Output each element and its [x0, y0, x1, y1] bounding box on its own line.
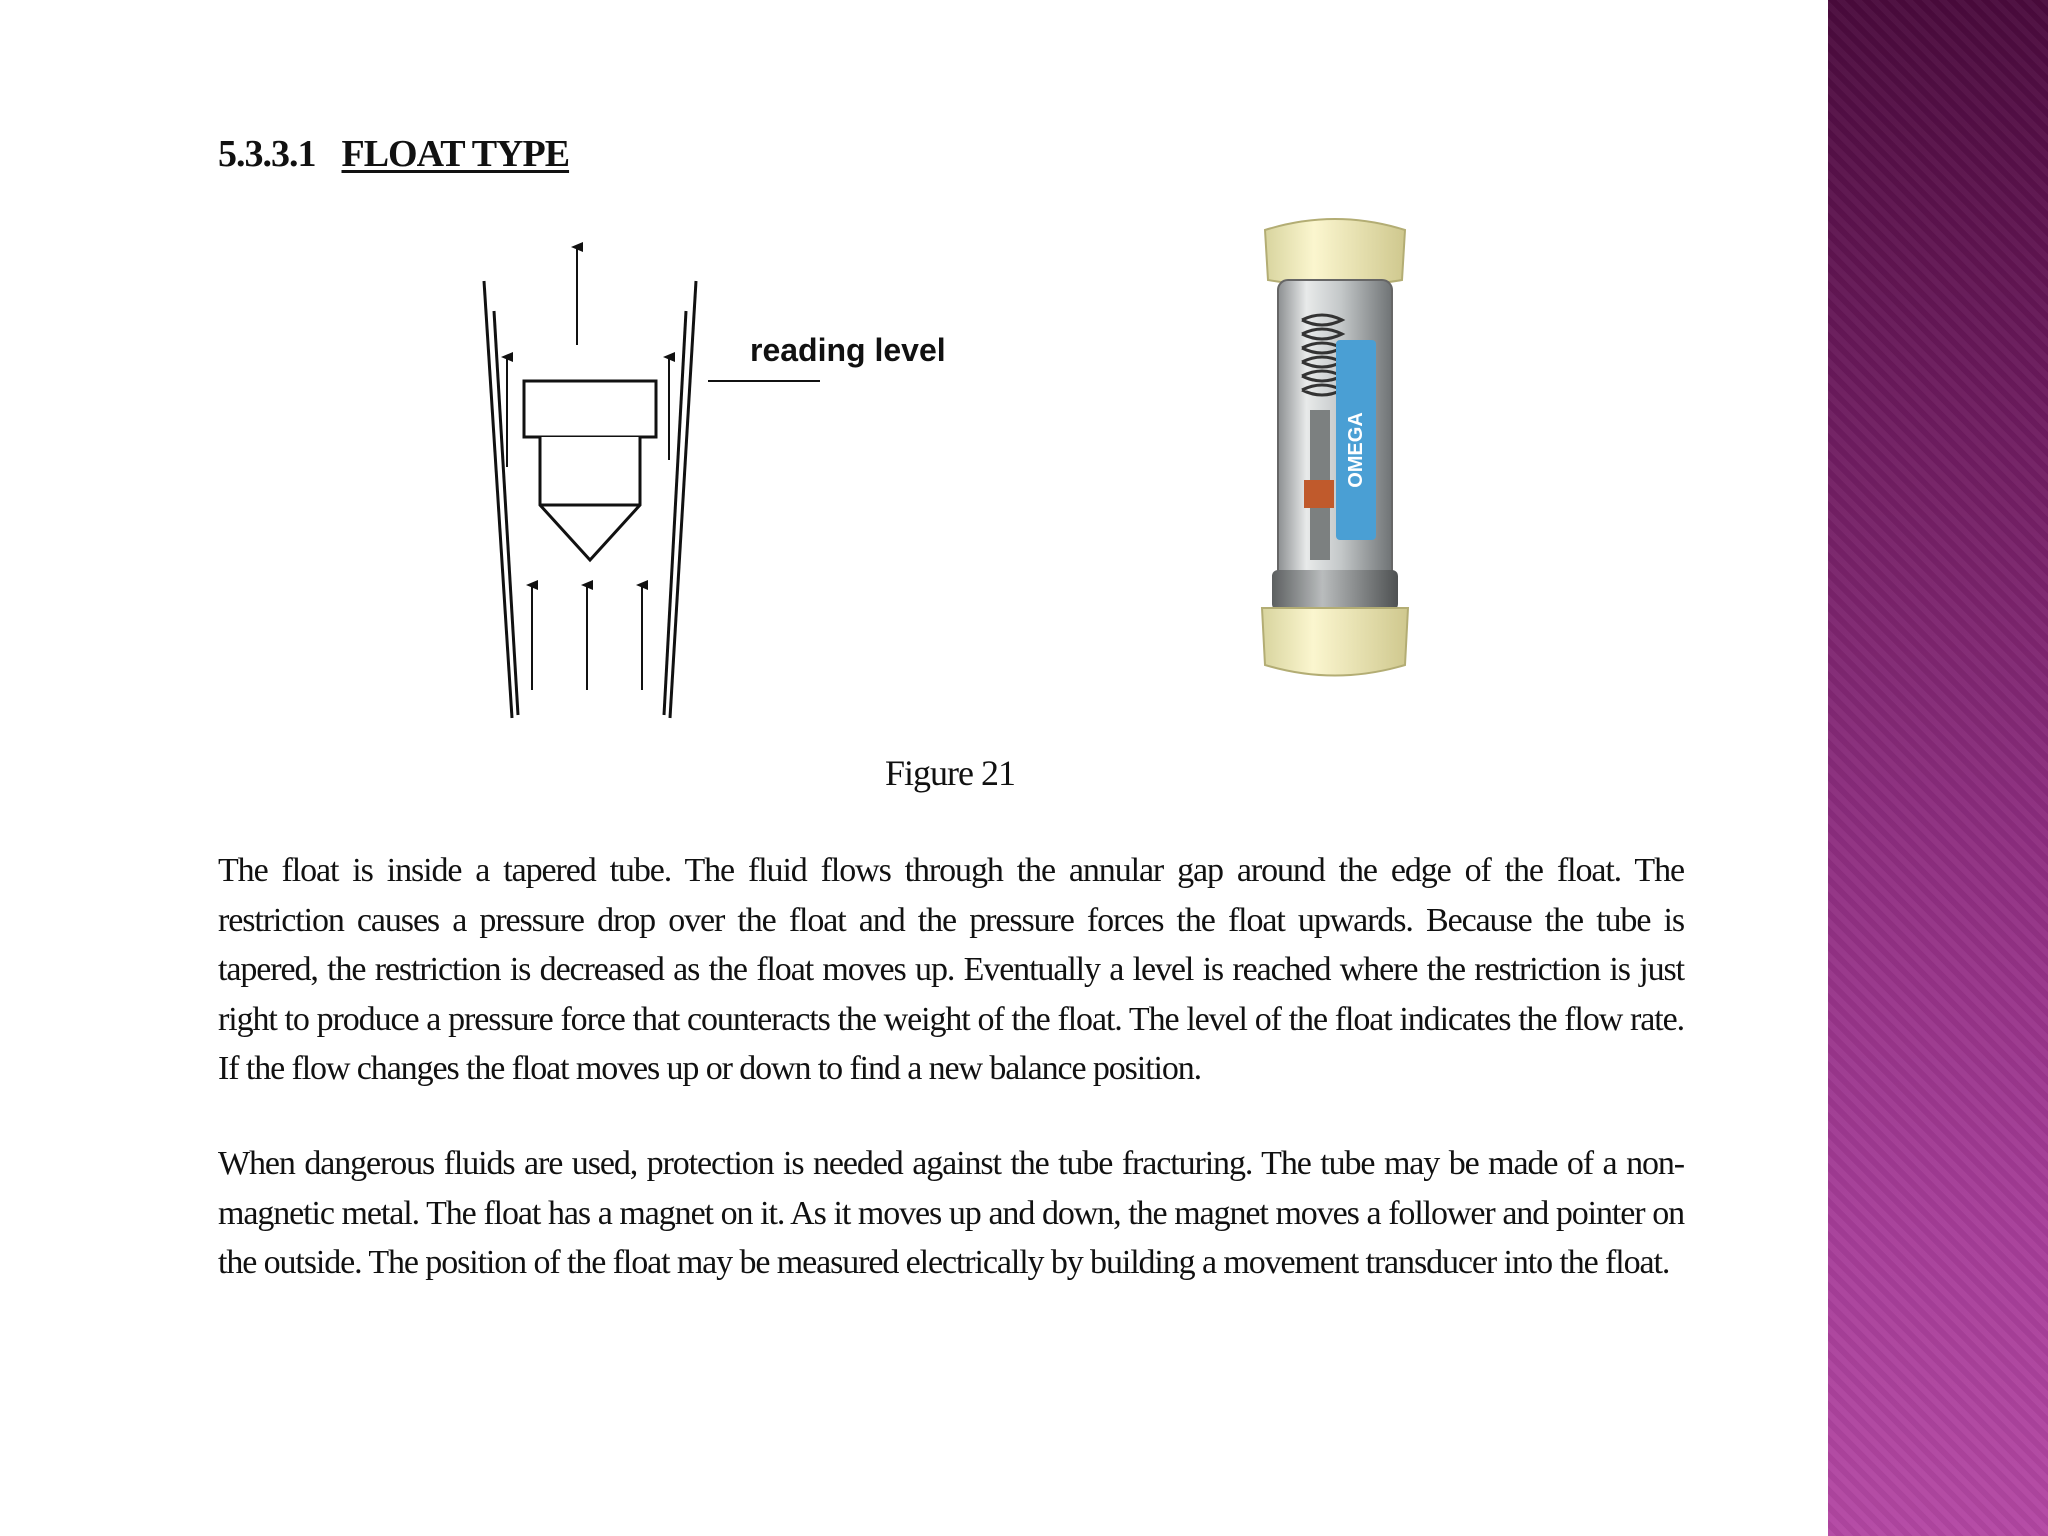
figure-caption: Figure 21	[885, 753, 1015, 793]
flowmeter-photo	[1240, 210, 1430, 690]
body-paragraph-1: The float is inside a tapered tube. The fluid flows through the annular gap around the edge of the float. The restriction causes a pressure drop over the float and the pressure forces the float upwards. Because the tube is tapered, the restriction is decreased as the float moves up. Eventually a level is reached where the restriction is just right to produce a pressure force that counteracts the weight of the float. The level of the float indicates the flow rate. If the flow changes the float moves up or down to find a new balance position.	[218, 852, 1684, 1087]
float-piece	[1304, 480, 1334, 508]
section-heading	[218, 132, 569, 176]
float-diagram	[460, 235, 980, 725]
section-title: FLOAT TYPE	[341, 133, 570, 175]
float-top	[524, 381, 656, 437]
reading-level-label: reading level	[750, 332, 946, 368]
omega-label-text: OMEGA	[1345, 412, 1367, 488]
top-cap	[1265, 219, 1405, 286]
tube-wall-left-outer	[484, 281, 512, 718]
decorative-side-panel	[1828, 0, 2048, 1536]
bottom-cap	[1262, 608, 1408, 676]
body-paragraph-2: When dangerous fluids are used, protection is needed against the tube fracturing. The tube may be made of a non-magnetic metal. The float has a magnet on it. As it moves up and down, the magnet moves a follower and pointer on the outside. The position of the float may be measured electrically by building a movement transducer into the float.	[218, 1145, 1684, 1281]
metal-ring	[1272, 570, 1398, 610]
float-body	[540, 437, 640, 560]
section-number: 5.3.3.1	[218, 133, 316, 175]
